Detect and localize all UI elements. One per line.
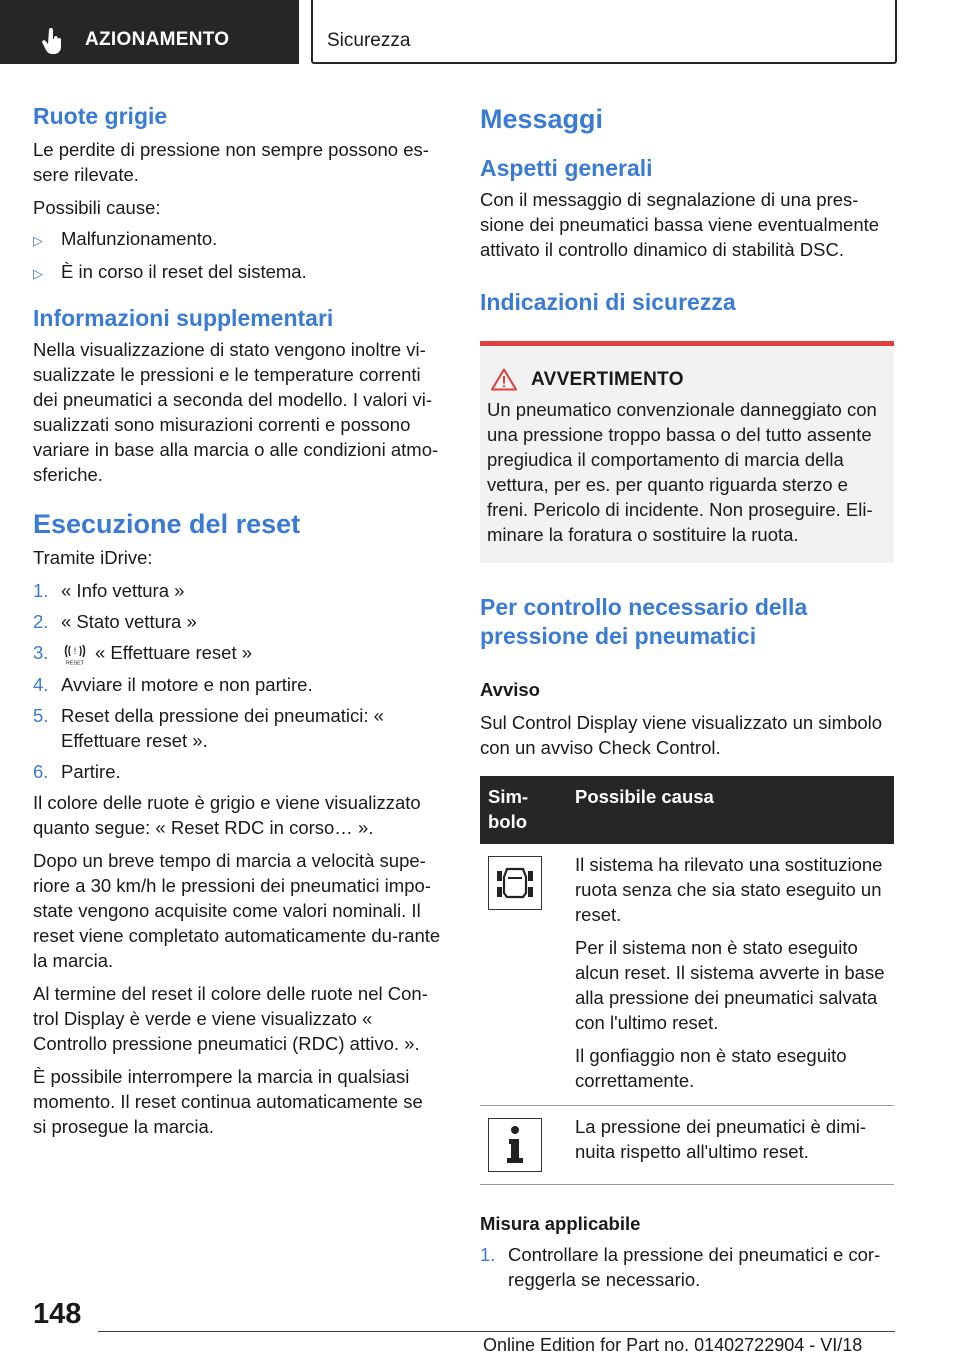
list-item: ▷ Malfunzionamento. <box>33 226 441 253</box>
heading-informazioni: Informazioni supplementari <box>33 305 334 331</box>
subheading-avviso: Avviso <box>480 679 540 700</box>
bullet-triangle-icon: ▷ <box>33 266 43 281</box>
tire-reset-icon <box>61 642 89 666</box>
step-item: 2. « Stato vettura » <box>33 611 197 632</box>
step-item: 3. ! RESET « Effettuare reset » <box>33 642 253 667</box>
table-row <box>480 844 894 1106</box>
cell-text: La pressione dei pneumatici è dimi-nuita rispetto all'ultimo reset. <box>575 1116 867 1162</box>
left-column <box>33 102 441 1139</box>
heading-messaggi: Messaggi <box>480 104 604 134</box>
warning-triangle-icon <box>491 368 517 391</box>
heading-controllo-pressione: Per controllo necessario della pressione dei pneumatici <box>480 594 808 649</box>
tire-change-icon <box>488 856 542 910</box>
heading-aspetti-generali: Aspetti generali <box>480 155 653 181</box>
warning-title: AVVERTIMENTO <box>531 368 684 390</box>
warning-text: Un pneumatico convenzionale danneggiato con una pressione troppo bassa o del tutto assente pregiudica il comportamento di marcia della vettura, per es. per quanto riguarda sterzo e freni. Pericolo di incidente. Non proseguire. Eli-minare la foratura o sostituire la ruota. <box>487 399 877 545</box>
column-header: Sim-bolo <box>480 776 567 844</box>
paragraph: Dopo un breve tempo di marcia a velocità supe-riore a 30 km/h le pressioni dei pneumatici impo-state vengono acquisite come valori nominali. Il reset viene completato automaticamente du-rante la marcia. <box>33 850 441 972</box>
edition-text: Online Edition for Part no. 01402722904 - VI/18 <box>483 1335 863 1355</box>
paragraph: Con il messaggio di segnalazione di una pres-sione dei pneumatici bassa viene eventualmente attivato il controllo dinamico di stabilità DSC. <box>480 189 880 260</box>
heading-esecuzione-reset: Esecuzione del reset <box>33 509 301 539</box>
hand-pointer-icon <box>42 28 64 54</box>
footer-divider <box>98 1331 895 1332</box>
chapter-title: Sicurezza <box>327 30 411 51</box>
list-item: ▷ È in corso il reset del sistema. <box>33 259 441 286</box>
column-header: Possibile causa <box>567 776 894 844</box>
svg-text:!: ! <box>73 646 77 657</box>
cell-text: Il sistema ha rilevato una sostituzione ruota senza che sia stato eseguito un reset. <box>575 854 883 925</box>
step-item: 4. Avviare il motore e non partire. <box>33 674 313 696</box>
symbol-table <box>480 776 894 1185</box>
section-title: AZIONAMENTO <box>85 29 230 50</box>
right-column <box>480 102 894 1292</box>
cell-text: Per il sistema non è stato eseguito alcun reset. Il sistema avverte in base alla pressione dei pneumatici salvata con l'ultimo reset. <box>575 937 885 1033</box>
subheading-misura: Misura applicabile <box>480 1213 641 1234</box>
svg-text:RESET: RESET <box>65 660 85 667</box>
paragraph: Nella visualizzazione di stato vengono inoltre vi-sualizzate le pressioni e le temperature correnti dei pneumatici a seconda del modello. I valori vi-sualizzati sono misurazioni correnti e possono variare in base alla marcia o alle condizioni atmo-sferiche. <box>33 339 439 485</box>
paragraph: È possibile interrompere la marcia in qualsiasi momento. Il reset continua automaticamente se si prosegue la marcia. <box>33 1066 423 1138</box>
page-number: 148 <box>33 1298 82 1330</box>
paragraph: Tramite iDrive: <box>33 547 153 568</box>
cell-text: Il gonfiaggio non è stato eseguito correttamente. <box>575 1045 847 1091</box>
table-row <box>480 1106 894 1185</box>
paragraph: Il colore delle ruote è grigio e viene visualizzato quanto segue: « Reset RDC in corso… ». <box>33 792 421 839</box>
chapter-tab <box>311 0 897 64</box>
paragraph: Le perdite di pressione non sempre possono es-sere rilevate. <box>33 139 429 185</box>
info-icon <box>488 1118 542 1172</box>
step-item: 6. Partire. <box>33 761 121 783</box>
paragraph: Possibili cause: <box>33 197 161 218</box>
table-header-row <box>480 776 894 844</box>
paragraph: Al termine del reset il colore delle ruote nel Con-trol Display è verde e viene visualizzato « Controllo pressione pneumatici (RDC) attivo. ». <box>33 983 428 1055</box>
step-item: 1. Controllare la pressione dei pneumatici e cor-reggerla se necessario. <box>480 1244 881 1290</box>
paragraph: Sul Control Display viene visualizzato un simbolo con un avviso Check Control. <box>480 712 883 758</box>
step-item: 1. « Info vettura » <box>33 580 185 601</box>
warning-box <box>480 341 894 563</box>
heading-ruote-grigie: Ruote grigie <box>33 103 168 129</box>
heading-indicazioni-sicurezza: Indicazioni di sicurezza <box>480 289 736 315</box>
bullet-triangle-icon: ▷ <box>33 233 43 248</box>
section-tab <box>0 0 299 64</box>
step-item: 5. Reset della pressione dei pneumatici: « Effettuare reset ». <box>33 705 384 752</box>
